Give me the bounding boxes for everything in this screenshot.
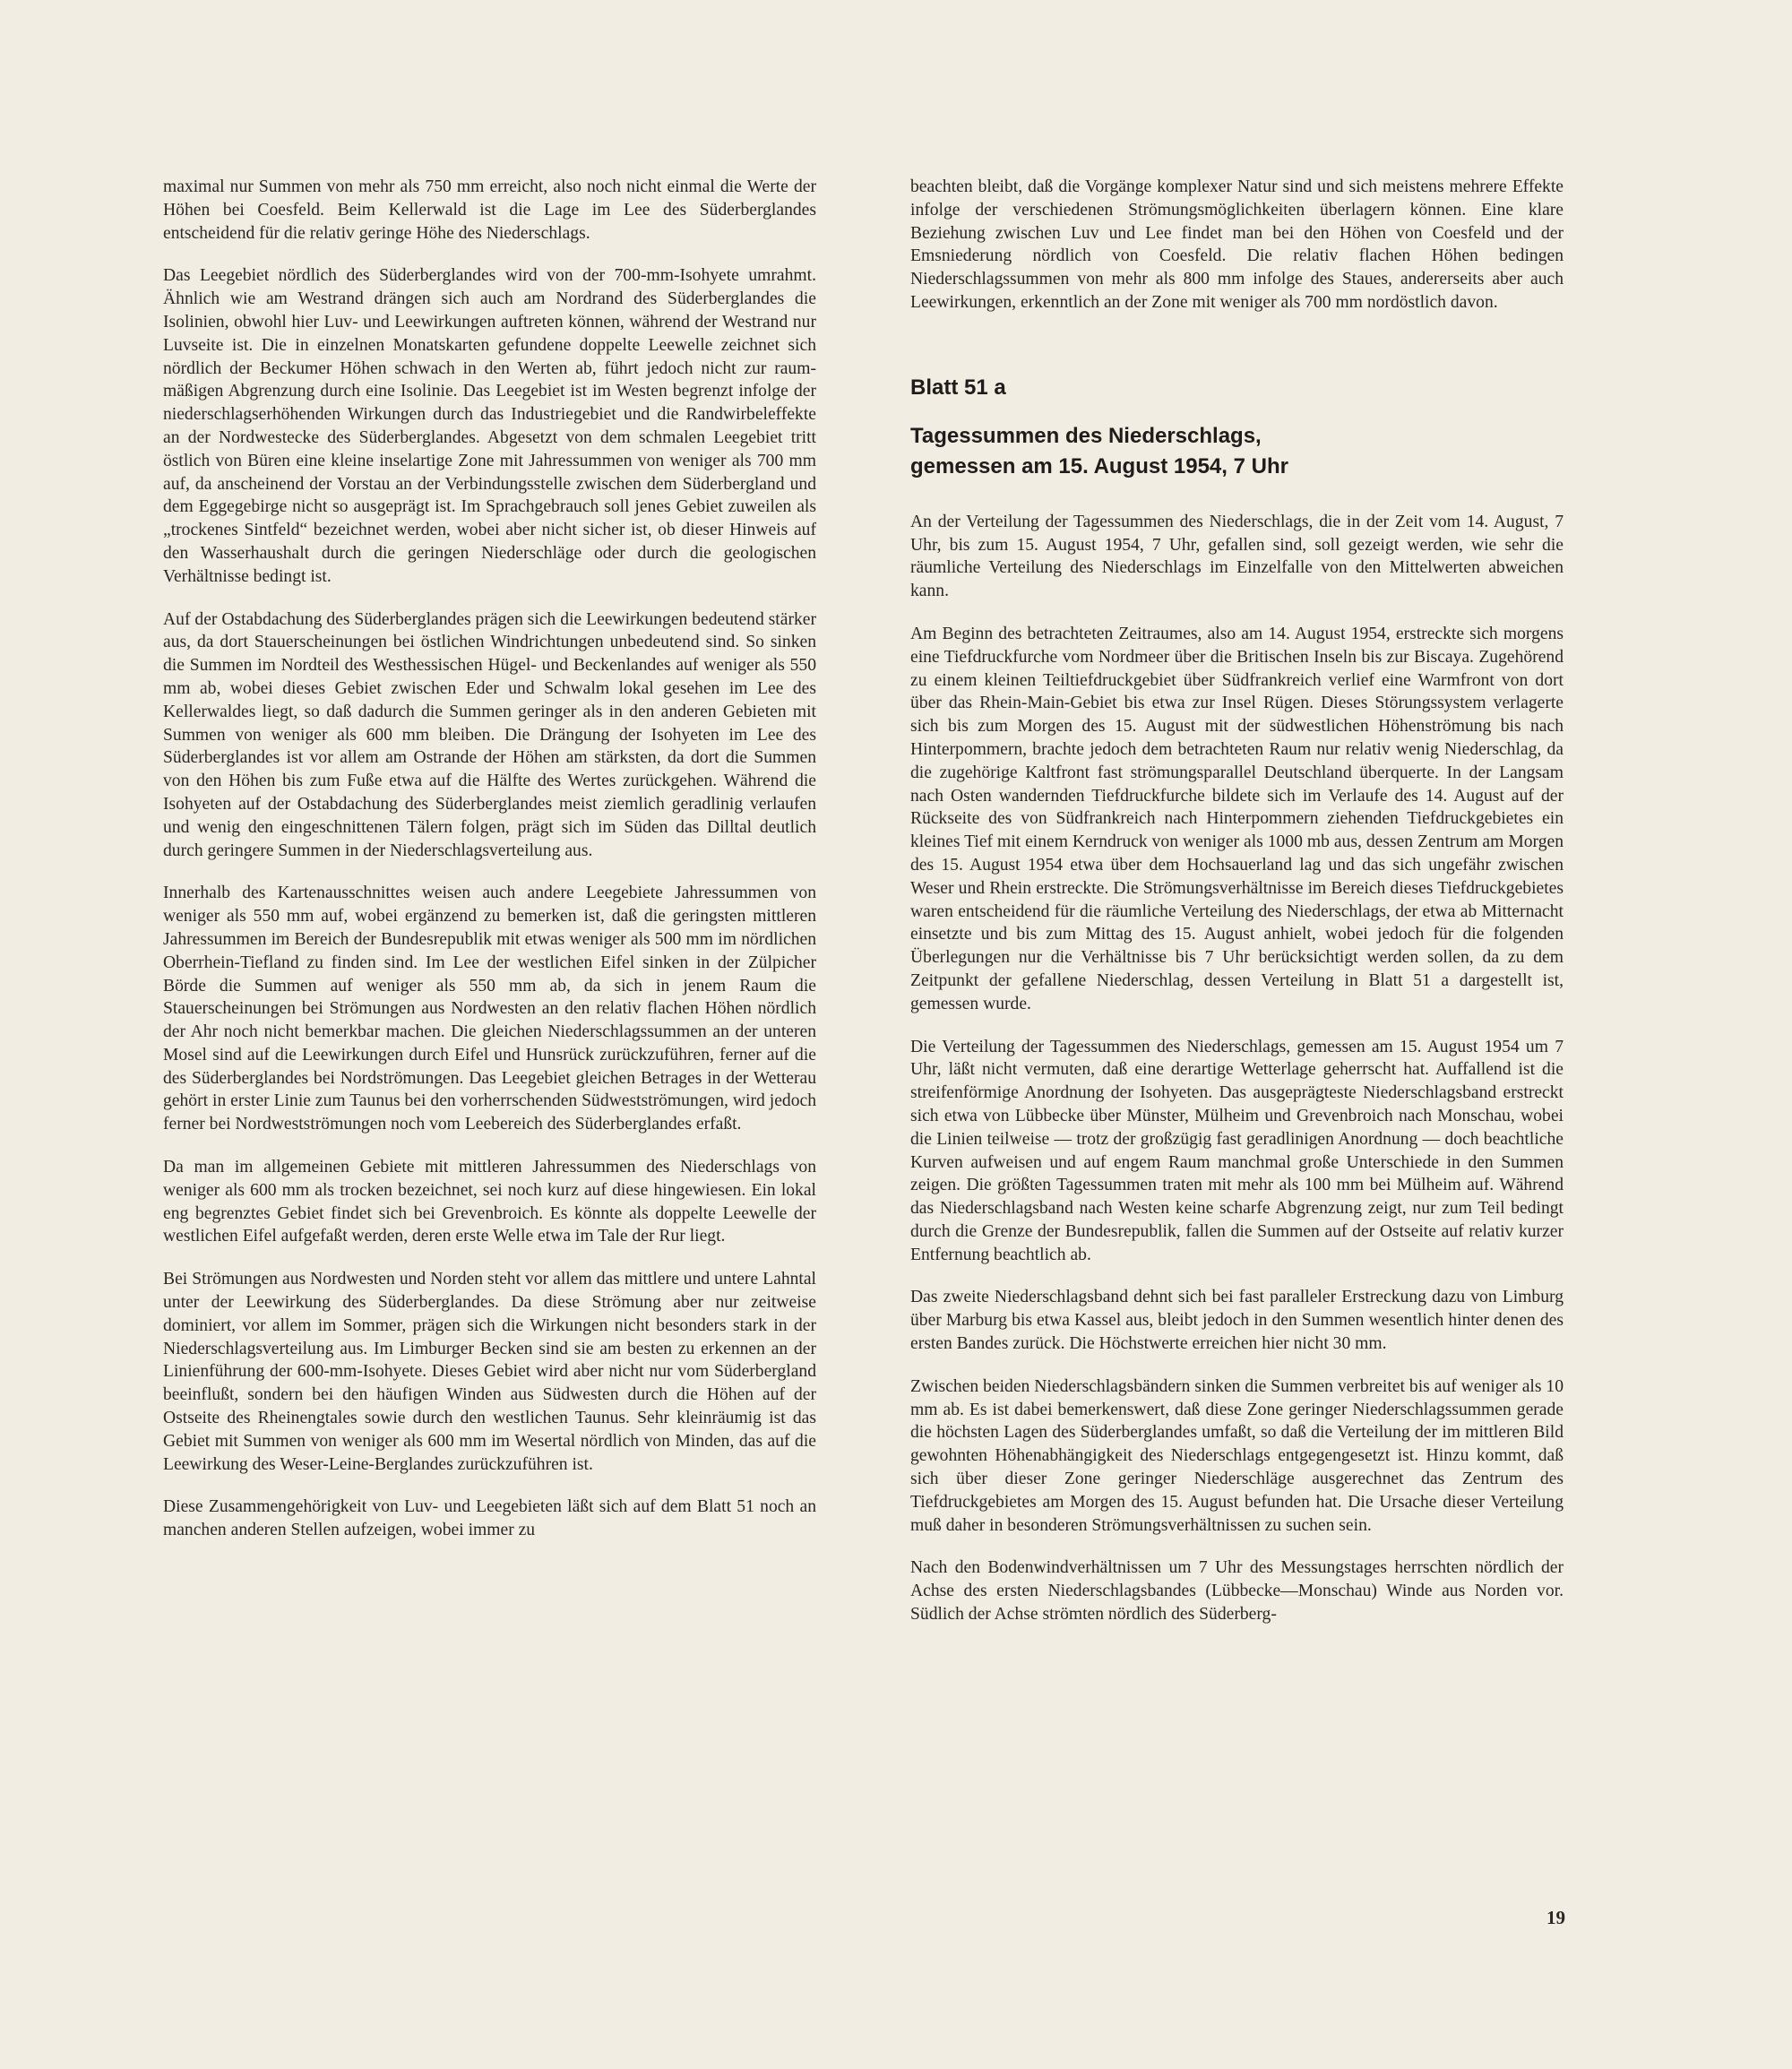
section-subtitle (910, 421, 1564, 482)
section-subtitle-line-2: gemessen am 15. August 1954, 7 Uhr (910, 453, 1288, 478)
page-number: 19 (1546, 1907, 1565, 1928)
section-subtitle-line-1: Tagessummen des Niederschlags, (910, 423, 1262, 448)
right-paragraph-4: Das zweite Niederschlagsband dehnt sich bei fast paralleler Erstreckung dazu von Limburg über Marburg bis etwa Kassel aus, bleibt jedoch in den Summen wesentlich hinter denen des ersten Bandes zurück. Die Höchstwerte erreichen hier nicht 30 mm. (910, 1288, 1564, 1354)
right-paragraph-2: Am Beginn des betrachteten Zeitraumes, also am 14. August 1954, erstreckte sich morgens eine Tiefdruckfurche vom Nordmeer über die Britischen Inseln bis zur Biscaya. Zugehörend zu einem kleinen Teiltiefdruckgebiet über Südfrankreich verlief eine Warmfront von dort über das Rhein-Main-Gebiet bis etwa zur Insel Rügen. Dieses Störungssystem verlagerte sich bis zum Morgen des 15. August mit der südwestlichen Höhenströmung bis nach Hinterpommern, brachte jedoch dem betrachteten Raum nur relativ wenig Niederschlag, da die zugehörige Kaltfront fast strömungsparallel Deutschland überquerte. In der Langsam nach Osten wandernden Tiefdruckfurche bildete sich im Verlaufe des 14. August auf der Rückseite des von Südfrankreich nach Hinterpommern ziehenden Tiefdruckgebietes ein kleines Tief mit einem Kerndruck von weniger als 1000 mb aus, dessen Zentrum am Morgen des 15. August 1954 etwa über dem Hochsauerland lag und das sich ungefähr zwischen Weser und Rhein erstreckte. Die Strömungsverhältnisse im Bereich dieses Tiefdruckgebietes waren entscheidend für die räumliche Verteilung des Niederschlags, der etwa ab Mitternacht einsetzte und bis zum Mittag des 15. August anhielt, wobei jedoch für die folgenden Überlegungen nur die Verhältnisse bis 7 Uhr berücksichtigt werden sollen, da zu dem Zeitpunkt der gefallene Niederschlag, dessen Verteilung in Blatt 51 a dargestellt ist, gemessen wurde. (910, 624, 1564, 1013)
left-paragraph-2: Das Leegebiet nördlich des Süderberglandes wird von der 700-mm-Isohyete umrahmt. Ähnlich wie am Westrand drängen sich auch am Nordrand des Süderberglandes die Isolinien, obwohl hier Luv- und Leewirkungen auftreten können, während der Westrand nur Luvseite ist. Die in einzelnen Monatskarten gefundene doppelte Leewelle zeichnet sich nördlich der Beckumer Höhen schwach in den Werten ab, führt jedoch nicht zur raummäßigen Abgrenzung durch eine Isolinie. Das Leegebiet ist im Westen begrenzt infolge der niederschlagserhöhenden Wirkungen durch das Industriegebiet und die Randwirbeleffekte an der Nordwestecke des Süderberglandes. Abgesetzt von dem schmalen Leegebiet tritt östlich von Büren eine kleine inselartige Zone mit Jahressummen von weniger als 700 mm auf, da anscheinend der Vorstau an der Verbindungsstelle zwischen dem Süderbergland und dem Eggegebirge nicht so ausgeprägt ist. Im Sprachgebrauch soll jenes Gebiet zuweilen als „trockenes Sintfeld“ bezeichnet werden, wobei aber nicht sicher ist, ob dieser Hinweis auf den Wasserhaushalt durch die geringen Niederschläge oder durch die geologischen Verhältnisse bedingt ist. (163, 266, 816, 586)
section-title: Blatt 51 a (910, 375, 1006, 400)
right-paragraph-3: Die Verteilung der Tagessummen des Niederschlags, gemessen am 15. August 1954 um 7 Uhr, läßt nicht vermuten, daß eine derartige Wetterlage geherrscht hat. Auffallend ist die streifenförmige Anordnung der Isohyeten. Das ausgeprägteste Niederschlagsband erstreckt sich etwa von Lübbecke über Münster, Mülheim und Grevenbroich nach Monschau, wobei die Linien teilweise — trotz der großzügig fast geradlinigen Anordnung — doch beachtliche Kurven aufweisen und auf engem Raum manchmal große Unterschiede in den Summen zeigen. Die größten Tagessummen traten mit mehr als 100 mm bei Mülheim auf. Während das Niederschlagsband nach Westen keine scharfe Abgrenzung zeigt, nur zum Teil bedingt durch die Grenze der Bundesrepublik, fallen die Summen auf der Ostseite auf relativ kurzer Entfernung beachtlich ab. (910, 1037, 1564, 1264)
left-paragraph-1: maximal nur Summen von mehr als 750 mm erreicht, also noch nicht einmal die Werte der Höhen bei Coesfeld. Beim Kellerwald ist die Lage im Lee des Süderberglandes entscheidend für die relativ geringe Höhe des Niederschlags. (163, 177, 816, 243)
left-paragraph-7: Diese Zusammengehörigkeit von Luv- und Leegebieten läßt sich auf dem Blatt 51 noch an manchen anderen Stellen aufzeigen, wobei immer zu (163, 1497, 816, 1540)
right-intro-paragraph: beachten bleibt, daß die Vorgänge komplexer Natur sind und sich meistens mehrere Effekte infolge der verschiedenen Strömungsmöglichkeiten überlagern können. Eine klare Beziehung zwischen Luv und Lee findet man bei den Höhen von Coesfeld und der Emsniederung nördlich von Coesfeld. Die relativ flachen Höhen bedingen Niederschlagssummen von mehr als 800 mm infolge des Staues, andererseits aber auch Leewirkungen, erkenntlich an der Zone mit weniger als 700 mm nordöstlich davon. (910, 177, 1564, 312)
left-paragraph-6: Bei Strömungen aus Nordwesten und Norden steht vor allem das mittlere und untere Lahntal unter der Leewirkung des Süderberglandes. Da diese Strömung aber nur zeitweise dominiert, vor allem im Sommer, prägen sich die Wirkungen nicht besonders stark in der Niederschlagsverteilung aus. Im Limburger Becken sind sie am besten zu erkennen an der Linienführung der 600-mm-Isohyete. Dieses Gebiet wird aber nicht nur vom Süderbergland beeinflußt, sondern bei den häufigen Winden aus Südwesten durch die Höhen auf der Ostseite des Rheinengtales sowie durch den westlichen Taunus. Sehr kleinräumig ist das Gebiet mit Summen von weniger als 600 mm im Wesertal nördlich von Minden, das auf die Leewirkung des Weser-Leine-Berglandes zurückzuführen ist. (163, 1270, 816, 1474)
right-paragraph-1: An der Verteilung der Tagessummen des Niederschlags, die in der Zeit vom 14. August, 7 Uhr, bis zum 15. August 1954, 7 Uhr, gefallen sind, soll gezeigt werden, wie sehr die räumliche Verteilung des Niederschlags im Einzelfalle von den Mittelwerten abweichen kann. (910, 512, 1564, 601)
right-column (910, 176, 1564, 1646)
left-paragraph-4: Innerhalb des Kartenausschnittes weisen auch andere Leegebiete Jahressummen von weniger als 550 mm auf, wobei ergänzend zu bemerken ist, daß die geringsten mittleren Jahressummen im Bereich der Bundesrepublik mit etwas weniger als 500 mm im nördlichen Oberrhein-Tiefland zu finden sind. Im Lee der westlichen Eifel sinken in der Zülpicher Börde die Summen auf weniger als 550 mm ab, da sich in jenem Raum die Stauerscheinungen bei Strömungen aus Nordwesten an den relativ flachen Höhen nördlich der Ahr noch nicht bemerkbar machen. Die gleichen Niederschlagssummen an der unteren Mosel sind auf die Leewirkungen durch Eifel und Hunsrück zurückzuführen, ferner auf die des Süderberglandes bei Nordströmungen. Das Leegebiet gleichen Betrages in der Wetterau gehört in erster Linie zum Taunus bei den vorherrschenden Südwestströmungen, wird jedoch ferner bei Nordwestströmungen noch vom Leebereich des Süderberglandes erfaßt. (163, 884, 816, 1134)
right-paragraph-6: Nach den Bodenwindverhältnissen um 7 Uhr des Messungstages herrschten nördlich der Achse des ersten Niederschlagsbandes (Lübbecke—Monschau) Winde aus Norden vor. Südlich der Achse strömten nördlich des Süderberg- (910, 1558, 1564, 1625)
right-paragraph-5: Zwischen beiden Niederschlagsbändern sinken die Summen verbreitet bis auf weniger als 10 mm ab. Es ist dabei bemerkenswert, daß diese Zone geringer Niederschlagssummen gerade die höchsten Lagen des Süderberglandes umfaßt, so daß die Verteilung der im mittleren Bild gewohnten Höhenabhängigkeit des Niederschlags entgegengesetzt ist. Hinzu kommt, daß sich über dieser Zone geringer Niederschläge ausgerechnet das Zentrum des Tiefdruckgebietes am Morgen des 15. August befunden hat. Die Ursache dieser Verteilung muß daher in besonderen Strömungsverhältnissen zu suchen sein. (910, 1376, 1564, 1535)
left-paragraph-3: Auf der Ostabdachung des Süderberglandes prägen sich die Leewirkungen bedeutend stärker aus, da dort Stauerscheinungen bei östlichen Windrichtungen unbedeutend sind. So sinken die Summen im Nordteil des Westhessischen Hügel- und Beckenlandes auf weniger als 550 mm ab, wobei dieses Gebiet zwischen Eder und Schwalm lokal gesehen im Lee des Kellerwaldes liegt, so daß dadurch die Summen geringer als in den anderen Gebieten mit Summen von weniger als 600 mm bleiben. Die Drängung der Isohyeten im Lee des Süderberglandes ist vor allem am Ostrande der Höhen am stärksten, da dort die Summen von den Höhen bis zum Fuße etwa auf die Hälfte des Wertes zurückgehen. Während die Isohyeten auf der Ostabdachung des Süderberglandes meist ziemlich geradlinig verlaufen und wenig den eingeschnittenen Tälern folgen, prägt sich im Süden das Dilltal deutlich durch geringere Summen in der Niederschlagsverteilung aus. (163, 609, 816, 860)
left-column (163, 176, 816, 1562)
left-paragraph-5: Da man im allgemeinen Gebiete mit mittleren Jahressummen des Niederschlags von weniger als 600 mm als trocken bezeichnet, sei noch kurz auf diese hingewiesen. Ein lokal eng begrenztes Gebiet findet sich bei Grevenbroich. Es könnte als doppelte Leewelle der westlichen Eifel aufgefaßt werden, deren erste Welle etwa im Tale der Rur liegt. (163, 1158, 816, 1246)
